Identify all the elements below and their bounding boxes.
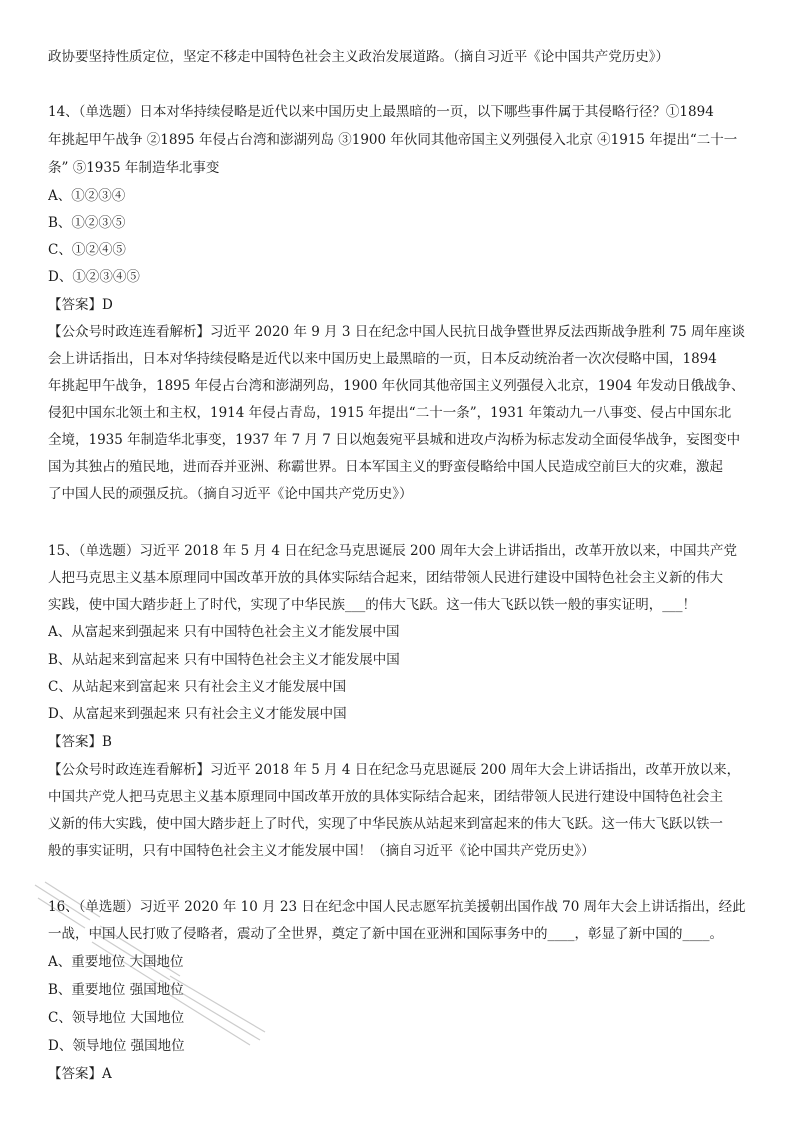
q16-answer: 【答案】A	[48, 1066, 112, 1082]
q16-option-c: C、领导地位 大国地位	[48, 1010, 185, 1026]
q15-stem-line: 人把马克思主义基本原理同中国改革开放的具体实际结合起来，团结带领人民进行建设中国特色社会主义新的伟大	[48, 570, 723, 586]
q15-analysis-line: 义新的伟大实践，使中国大踏步赶上了时代，实现了中华民族从站起来到富起来的伟大飞跃。这一伟大飞跃以铁一	[48, 816, 723, 832]
q15-option-c: C、从站起来到富起来 只有社会主义才能发展中国	[48, 679, 347, 695]
q14-option-d: D、①②③④⑤	[48, 269, 140, 285]
q14-stem-line: 年挑起甲午战争 ②1895 年侵占台湾和澎湖列岛 ③1900 年伙同其他帝国主义列强侵入北京 ④1915 年提出“二十一	[48, 132, 738, 148]
intro-line: 政协要坚持性质定位，坚定不移走中国特色社会主义政治发展道路。（摘自习近平《论中国共产党历史》）	[48, 49, 669, 65]
q14-analysis-line: 侵犯中国东北领土和主权，1914 年侵占青岛，1915 年提出“二十一条”，1931 年策动九一八事变、侵占中国东北	[48, 405, 732, 421]
q15-stem-line: 实践，使中国大踏步赶上了时代，实现了中华民族___的伟大飞跃。这一伟大飞跃以铁一般的事实证明，___！	[48, 597, 696, 613]
q15-answer: 【答案】B	[48, 734, 112, 750]
q16-stem-line: 一战，中国人民打败了侵略者，震动了全世界，奠定了新中国在亚洲和国际事务中的____，彰显了新中国的____。	[48, 926, 723, 942]
q14-answer: 【答案】D	[48, 297, 113, 313]
q16-option-d: D、领导地位 强国地位	[48, 1038, 185, 1054]
q14-analysis-line: 国为其独占的殖民地，进而吞并亚洲、称霸世界。日本军国主义的野蛮侵略给中国人民造成空前巨大的灾难，激起	[48, 459, 723, 475]
q14-option-a: A、①②③④	[48, 188, 126, 204]
q15-option-d: D、从富起来到强起来 只有社会主义才能发展中国	[48, 706, 347, 722]
q15-analysis-line: 中国共产党人把马克思主义基本原理同中国改革开放的具体实际结合起来，团结带领人民进行建设中国特色社会主	[48, 789, 723, 805]
q16-stem-line: 16、（单选题）习近平 2020 年 10 月 23 日在纪念中国人民志愿军抗美援朝出国作战 70 周年大会上讲话指出，经此	[48, 899, 746, 915]
q14-stem-line: 条” ⑤1935 年制造华北事变	[48, 160, 220, 176]
q15-stem-line: 15、（单选题）习近平 2018 年 5 月 4 日在纪念马克思诞辰 200 周年大会上讲话指出，改革开放以来，中国共产党	[48, 543, 738, 559]
q15-analysis-line: 般的事实证明，只有中国特色社会主义才能发展中国！（摘自习近平《论中国共产党历史》）	[48, 843, 595, 859]
q14-analysis-line: 年挑起甲午战争，1895 年侵占台湾和澎湖列岛，1900 年伙同其他帝国主义列强侵入北京，1904 年发动日俄战争、	[48, 378, 745, 394]
watermark-pattern	[30, 880, 270, 1050]
q14-analysis-line: 【公众号时政连连看解析】习近平 2020 年 9 月 3 日在纪念中国人民抗日战争暨世界反法西斯战争胜利 75 周年座谈	[48, 324, 746, 340]
q15-option-a: A、从富起来到强起来 只有中国特色社会主义才能发展中国	[48, 624, 400, 640]
q14-analysis-line: 了中国人民的顽强反抗。（摘自习近平《论中国共产党历史》）	[48, 486, 413, 502]
q14-analysis-line: 全境，1935 年制造华北事变，1937 年 7 月 7 日以炮轰宛平县城和进攻卢沟桥为标志发动全面侵华战争，妄图变中	[48, 432, 741, 448]
q15-option-b: B、从站起来到富起来 只有中国特色社会主义才能发展中国	[48, 652, 400, 668]
q14-stem-line: 14、（单选题）日本对华持续侵略是近代以来中国历史上最黑暗的一页，以下哪些事件属于其侵略行径？①1894	[48, 104, 714, 120]
q15-analysis-line: 【公众号时政连连看解析】习近平 2018 年 5 月 4 日在纪念马克思诞辰 200 周年大会上讲话指出，改革开放以来，	[48, 762, 741, 778]
q14-option-c: C、①②④⑤	[48, 242, 126, 258]
q14-analysis-line: 会上讲话指出，日本对华持续侵略是近代以来中国历史上最黑暗的一页，日本反动统治者一次次侵略中国，1894	[48, 351, 717, 367]
q16-option-a: A、重要地位 大国地位	[48, 954, 184, 970]
q14-option-b: B、①②③⑤	[48, 215, 126, 231]
q16-option-b: B、重要地位 强国地位	[48, 982, 184, 998]
